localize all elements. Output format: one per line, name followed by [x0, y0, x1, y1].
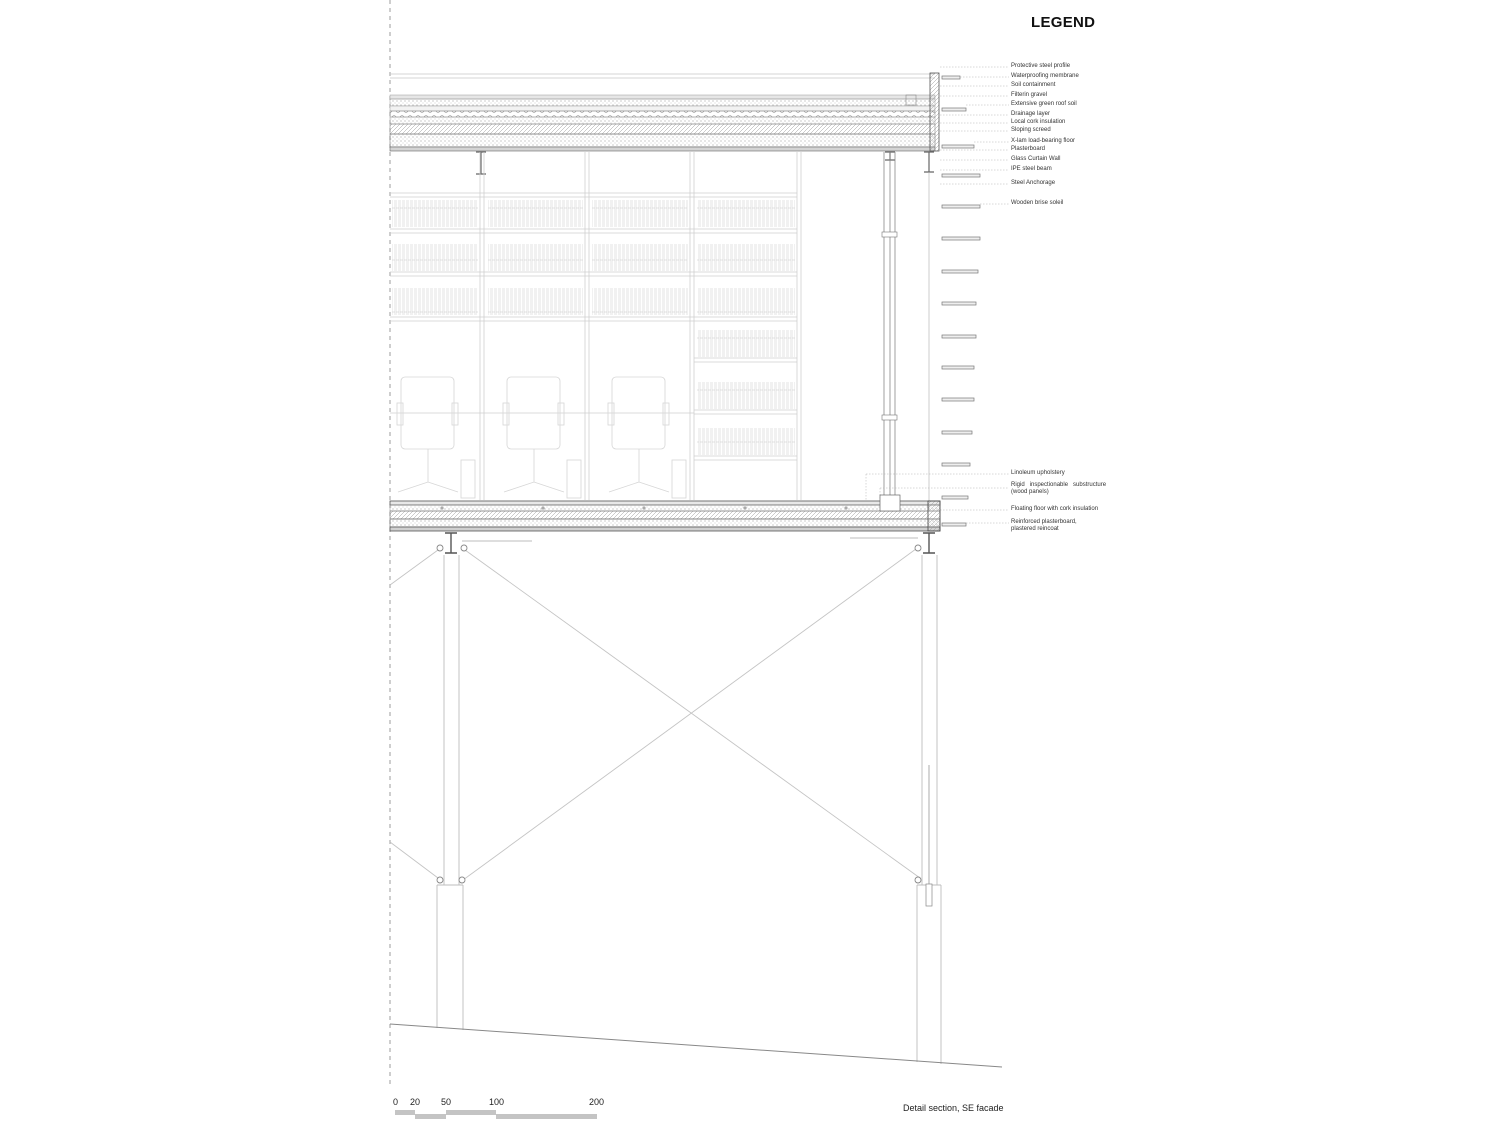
legend-item-cork-insulation: Local cork insulation	[1011, 119, 1066, 125]
roof-assembly	[390, 73, 939, 151]
legend-item-xlam-floor: X-lam load-bearing floor	[1011, 138, 1076, 144]
legend-item-linoleum: Linoleum upholstery	[1011, 470, 1065, 476]
legend-item-rigid-substructure: Rigid inspectionable substructure (wood panels)	[1011, 482, 1107, 495]
books	[392, 200, 795, 455]
legend-item-waterproofing-membrane: Waterproofing membrane	[1011, 73, 1079, 79]
legend-item-reinforced-plasterboard: Reinforced plasterboard, plastered reincoat	[1011, 519, 1077, 532]
scale-label-100: 100	[489, 1097, 505, 1107]
scale-label-0: 0	[393, 1097, 399, 1107]
legend-item-green-roof-soil: Extensive green roof soil	[1011, 101, 1077, 107]
scale-label-200: 200	[589, 1097, 605, 1107]
scale-bar	[395, 1110, 597, 1119]
floor-slab	[390, 495, 940, 531]
drawing-caption: Detail section, SE facade	[903, 1103, 1004, 1113]
scale-label-20: 20	[410, 1097, 421, 1107]
legend-item-protective-steel-profile: Protective steel profile	[1011, 63, 1071, 69]
glass-curtain-wall	[882, 152, 929, 510]
legend-item-soil-containment: Soil containment	[1011, 82, 1056, 88]
chairs	[397, 377, 686, 498]
legend-item-plasterboard: Plasterboard	[1011, 146, 1046, 152]
scale-label-50: 50	[441, 1097, 452, 1107]
legend-item-brise-soleil: Wooden brise soleil	[1011, 200, 1064, 206]
legend-item-sloping-screed: Sloping screed	[1011, 127, 1051, 133]
support-structure	[390, 533, 1002, 1067]
roof-beams	[476, 152, 934, 174]
legend-item-drainage-layer: Drainage layer	[1011, 111, 1051, 117]
legend-item-floating-floor: Floating floor with cork insulation	[1011, 506, 1099, 512]
legend-item-steel-anchorage: Steel Anchorage	[1011, 180, 1056, 186]
wooden-brise-soleil	[942, 76, 980, 526]
legend-item-ipe-steel-beam: IPE steel beam	[1011, 166, 1052, 172]
legend-item-filtering-gravel: Filterin gravel	[1011, 92, 1048, 98]
legend-title: LEGEND	[1031, 14, 1096, 31]
legend-item-glass-curtain-wall: Glass Curtain Wall	[1011, 156, 1061, 162]
